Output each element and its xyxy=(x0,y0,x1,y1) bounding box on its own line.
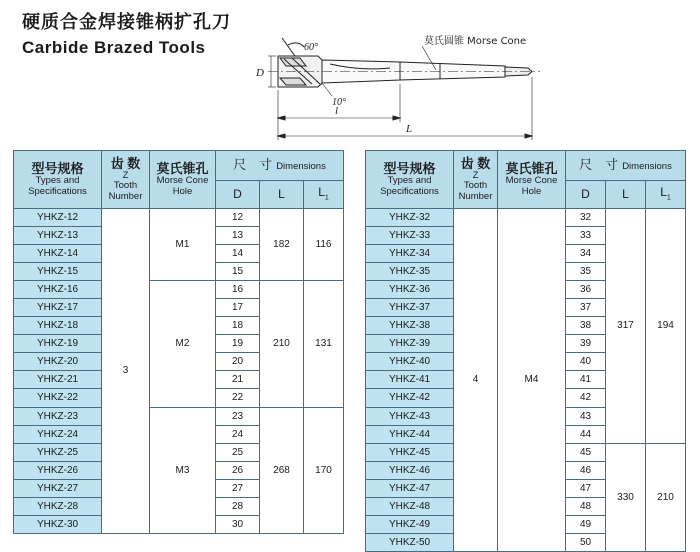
length-l1-cell: 131 xyxy=(304,281,344,407)
diameter-cell: 43 xyxy=(566,407,606,425)
diameter-cell: 22 xyxy=(216,389,260,407)
header-morse-hole: 莫氏锥孔 Morse Cone Hole xyxy=(150,151,216,209)
morse-hole-cell: M2 xyxy=(150,281,216,407)
diameter-cell: 49 xyxy=(566,515,606,533)
diameter-cell: 28 xyxy=(216,497,260,515)
type-cell: YHKZ-48 xyxy=(366,497,454,515)
spec-table-left xyxy=(13,150,344,534)
diameter-cell: 47 xyxy=(566,479,606,497)
type-cell: YHKZ-25 xyxy=(14,443,102,461)
header-col-l: L xyxy=(606,181,646,209)
angle-60-label: 60° xyxy=(304,42,318,53)
page-title-cn: 硬质合金焊接锥柄扩孔刀 xyxy=(22,12,231,32)
header-col-d: D xyxy=(566,181,606,209)
type-cell: YHKZ-41 xyxy=(366,371,454,389)
diameter-cell: 41 xyxy=(566,371,606,389)
type-cell: YHKZ-14 xyxy=(14,245,102,263)
length-cell: 210 xyxy=(260,281,304,407)
diameter-cell: 33 xyxy=(566,227,606,245)
angle-10-label: 10° xyxy=(332,97,346,108)
type-cell: YHKZ-15 xyxy=(14,263,102,281)
diameter-cell: 34 xyxy=(566,245,606,263)
length-cell: 182 xyxy=(260,209,304,281)
diameter-cell: 37 xyxy=(566,299,606,317)
header-tooth: 齿 数 Z Tooth Number xyxy=(102,151,150,209)
header-col-l: L xyxy=(260,181,304,209)
tooth-number-cell: 3 xyxy=(102,209,150,534)
length-cell: 330 xyxy=(606,443,646,551)
type-cell: YHKZ-36 xyxy=(366,281,454,299)
type-cell: YHKZ-16 xyxy=(14,281,102,299)
table-row xyxy=(14,281,344,299)
diameter-cell: 21 xyxy=(216,371,260,389)
diameter-cell: 16 xyxy=(216,281,260,299)
type-cell: YHKZ-43 xyxy=(366,407,454,425)
type-cell: YHKZ-26 xyxy=(14,461,102,479)
type-cell: YHKZ-38 xyxy=(366,317,454,335)
tool-drawing xyxy=(240,30,550,145)
type-cell: YHKZ-39 xyxy=(366,335,454,353)
diameter-cell: 45 xyxy=(566,443,606,461)
diameter-cell: 20 xyxy=(216,353,260,371)
diameter-cell: 38 xyxy=(566,317,606,335)
morse-hole-cell: M4 xyxy=(498,209,566,552)
length-l1-cell: 194 xyxy=(646,209,686,444)
type-cell: YHKZ-21 xyxy=(14,371,102,389)
header-type: 型号规格 Types and Specifications xyxy=(14,151,102,209)
diameter-cell: 12 xyxy=(216,209,260,227)
type-cell: YHKZ-37 xyxy=(366,299,454,317)
type-cell: YHKZ-24 xyxy=(14,425,102,443)
length-l1-cell: 210 xyxy=(646,443,686,551)
type-cell: YHKZ-30 xyxy=(14,515,102,533)
header-tooth: 齿 数 Z Tooth Number xyxy=(454,151,498,209)
diameter-cell: 32 xyxy=(566,209,606,227)
dimension-d-label: D xyxy=(256,67,264,79)
header-col-d: D xyxy=(216,181,260,209)
type-cell: YHKZ-44 xyxy=(366,425,454,443)
type-cell: YHKZ-32 xyxy=(366,209,454,227)
length-cell: 268 xyxy=(260,407,304,533)
dimension-l-label: l xyxy=(335,105,339,117)
type-cell: YHKZ-13 xyxy=(14,227,102,245)
diameter-cell: 30 xyxy=(216,515,260,533)
diameter-cell: 27 xyxy=(216,479,260,497)
diameter-cell: 19 xyxy=(216,335,260,353)
diameter-cell: 36 xyxy=(566,281,606,299)
length-l1-cell: 116 xyxy=(304,209,344,281)
dimension-total-l-label: L xyxy=(406,123,413,135)
table-row xyxy=(14,209,344,227)
type-cell: YHKZ-46 xyxy=(366,461,454,479)
table-row xyxy=(14,407,344,425)
page-title-en: Carbide Brazed Tools xyxy=(22,38,206,57)
table-row xyxy=(366,209,686,227)
type-cell: YHKZ-33 xyxy=(366,227,454,245)
header-col-l1: $L_1$ xyxy=(646,181,686,209)
diameter-cell: 40 xyxy=(566,353,606,371)
diameter-cell: 15 xyxy=(216,263,260,281)
header-dimensions: 尺 寸 Dimensions xyxy=(216,151,344,181)
header-col-l1: $L_1$ xyxy=(304,181,344,209)
diameter-cell: 42 xyxy=(566,389,606,407)
type-cell: YHKZ-34 xyxy=(366,245,454,263)
type-cell: YHKZ-18 xyxy=(14,317,102,335)
diameter-cell: 24 xyxy=(216,425,260,443)
diameter-cell: 35 xyxy=(566,263,606,281)
type-cell: YHKZ-22 xyxy=(14,389,102,407)
length-cell: 317 xyxy=(606,209,646,444)
diameter-cell: 44 xyxy=(566,425,606,443)
type-cell: YHKZ-40 xyxy=(366,353,454,371)
diameter-cell: 13 xyxy=(216,227,260,245)
morse-hole-cell: M3 xyxy=(150,407,216,533)
diameter-cell: 26 xyxy=(216,461,260,479)
type-cell: YHKZ-28 xyxy=(14,497,102,515)
header-type: 型号规格 Types and Specifications xyxy=(366,151,454,209)
diameter-cell: 17 xyxy=(216,299,260,317)
spec-table-right-body xyxy=(366,209,686,552)
morse-cone-label: 莫氏圆锥 Morse Cone xyxy=(424,36,527,47)
morse-hole-cell: M1 xyxy=(150,209,216,281)
diameter-cell: 14 xyxy=(216,245,260,263)
length-l1-cell: 170 xyxy=(304,407,344,533)
diameter-cell: 50 xyxy=(566,533,606,551)
type-cell: YHKZ-20 xyxy=(14,353,102,371)
header-morse-hole: 莫氏锥孔 Morse Cone Hole xyxy=(498,151,566,209)
diameter-cell: 18 xyxy=(216,317,260,335)
header-dimensions: 尺 寸 Dimensions xyxy=(566,151,686,181)
type-cell: YHKZ-45 xyxy=(366,443,454,461)
type-cell: YHKZ-19 xyxy=(14,335,102,353)
tooth-number-cell: 4 xyxy=(454,209,498,552)
spec-table-left-body xyxy=(14,209,344,534)
diameter-cell: 48 xyxy=(566,497,606,515)
type-cell: YHKZ-35 xyxy=(366,263,454,281)
diameter-cell: 46 xyxy=(566,461,606,479)
type-cell: YHKZ-27 xyxy=(14,479,102,497)
diameter-cell: 39 xyxy=(566,335,606,353)
diameter-cell: 25 xyxy=(216,443,260,461)
type-cell: YHKZ-47 xyxy=(366,479,454,497)
type-cell: YHKZ-12 xyxy=(14,209,102,227)
type-cell: YHKZ-17 xyxy=(14,299,102,317)
type-cell: YHKZ-23 xyxy=(14,407,102,425)
type-cell: YHKZ-50 xyxy=(366,533,454,551)
type-cell: YHKZ-49 xyxy=(366,515,454,533)
diameter-cell: 23 xyxy=(216,407,260,425)
type-cell: YHKZ-42 xyxy=(366,389,454,407)
spec-table-right xyxy=(365,150,686,552)
